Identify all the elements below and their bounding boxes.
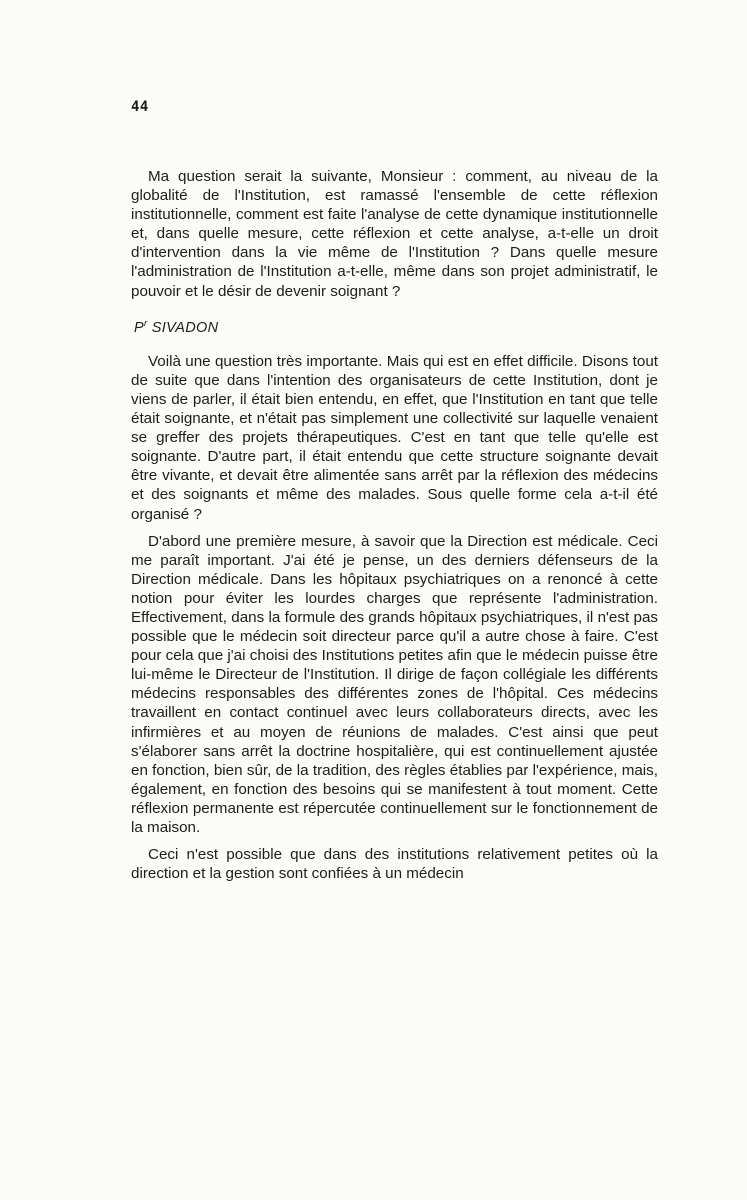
answer-paragraph-1: Voilà une question très importante. Mais qui est en effet difficile. Disons tout de suite que dans l'intention des organisateurs de cette Institution, dont je viens de parler, il était bien entendu, en effet, que l'Institution en tant que telle était soignante, et n'était pas simplement une collectivité sur laquelle venaient se greffer des projets thérapeutiques. C'est en tant que telle qu'elle est soignante. D'autre part, il était entendu que cette structure soignante devait être vivante, et devait être alimentée sans arrêt par la réflexion des médecins et des soignants et même des malades. Sous quelle forme cela a-t-il été organisé ?: [131, 352, 658, 523]
speaker-title: P: [134, 319, 144, 336]
page-number: 44: [131, 99, 149, 115]
answer-paragraph-2: D'abord une première mesure, à savoir que la Direction est médicale. Ceci me paraît important. J'ai été je pense, un des derniers défenseurs de la Direction médicale. Dans les hôpitaux psychiatriques on a renoncé à cette notion pour éviter les lourdes charges que représente l'administration. Effectivement, dans la formule des grands hôpitaux psychiatriques, il n'est pas possible que le médecin soit directeur parce qu'il a autre chose à faire. C'est pour cela que j'ai choisi des Institutions petites afin que le médecin puisse être lui-même le Directeur de l'Institution. Il dirige de façon collégiale les différents médecins responsables des différentes zones de l'hôpital. Ces médecins travaillent en contact continuel avec leurs collaborateurs directs, avec les infirmières et au moyen de réunions de malades. C'est ainsi que peut s'élaborer sans arrêt la doctrine hospitalière, qui est continuellement ajustée en fonction, bien sûr, de la tradition, des règles établies par l'expérience, mais, également, en fonction des besoins qui se manifestent à tout moment. Cette réflexion permanente est répercutée continuellement sur le fonctionnement de la maison.: [131, 532, 658, 836]
body-text: [131, 167, 658, 891]
speaker-name: SIVADON: [151, 319, 219, 336]
question-paragraph: Ma question serait la suivante, Monsieur : comment, au niveau de la globalité de l'Institution, est ramassé l'ensemble de cette réflexion institutionnelle, comment est faite l'analyse de cette dynamique institutionnelle et, dans quelle mesure, cette réflexion et cette analyse, a-t-elle un droit d'intervention dans la vie même de l'Institution ? Dans quelle mesure l'administration de l'Institution a-t-elle, même dans son projet administratif, le pouvoir et le désir de devenir soignant ?: [131, 168, 658, 300]
speaker-heading: [131, 319, 658, 338]
answer-paragraph-3: Ceci n'est possible que dans des institutions relativement petites où la direction et la gestion sont confiées à un médecin: [131, 846, 658, 883]
speaker-title-superscript: r: [143, 317, 148, 329]
